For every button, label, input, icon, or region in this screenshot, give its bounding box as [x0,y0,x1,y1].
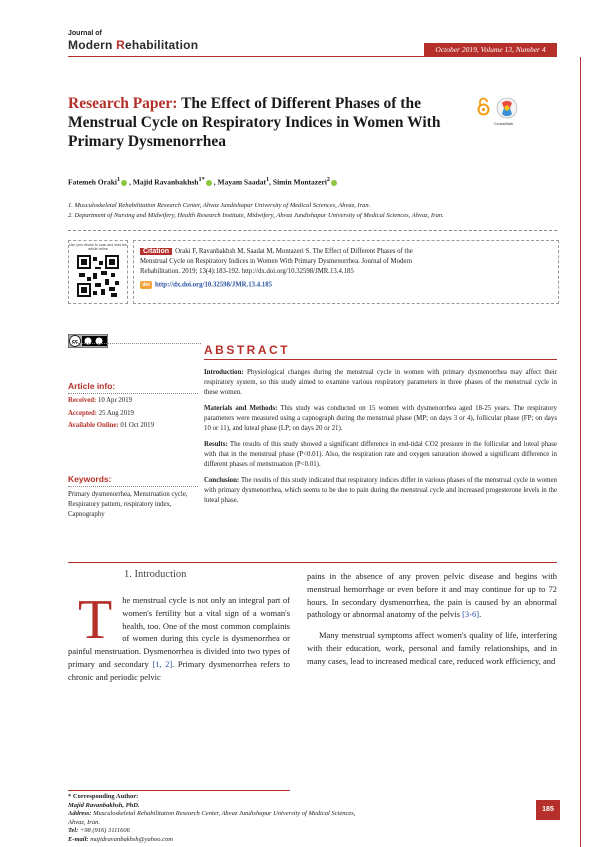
issue-banner: October 2019, Volume 13, Number 4 [424,43,557,56]
drop-cap: T [78,589,113,651]
qr-caption: Use your device to scan and read the article online [69,243,127,251]
citation-box [133,240,559,304]
intro-column-1: T he menstrual cycle is not only an integral part of women's fertility but a vital sign of a woman's health, too. One of the most common complaints of women during this cycle is dysmenorrhea or painful menstruation. Dysmenorrhea is divided into two types of primary and secondary [1, 2]. Primary dysmenorrhea refers to chronic and periodic pelvic [68,589,290,682]
creative-commons-icon[interactable] [68,334,108,348]
footnote-rule [68,790,290,791]
qr-code-icon[interactable] [77,255,119,297]
qr-box [68,240,128,304]
orcid-icon[interactable] [206,180,212,186]
header-rule [68,56,557,57]
abstract-conclusion: Conclusion: The results of this study indicated that respiratory indices differ in various phases of the menstrual cycle in women with primary dysmenorrhea, which seems to be due to pain during the menstrual cycle and increased progesterone levels in the luteal phase. [204,477,557,504]
reference-link[interactable]: [3-6] [462,609,480,620]
section-rule [68,562,557,563]
abstract-introduction: Introduction: Physiological changes during the menstrual cycle in women with primary dysmenorrhea may affect their respiratory system, so this study aimed to examine various respiratory parameters in three phases of the menstrual cycle in these women. [204,369,557,396]
divider [68,393,198,394]
article-title: Research Paper: The Effect of Different Phases of the Menstrual Cycle on Respiratory Indices in Women With Primary Dysmenorrhea [68,95,441,150]
journal-name: Modern Rehabilitation [68,38,199,52]
intro-paragraph: Many menstrual symptoms affect women's quality of life, interfering with their education, work, personal and family relationships, and in many cases, lead to increased medical care, reduced work efficiency, and [307,630,557,666]
author-list: Fatemeh Oraki$^1$ , Majid Ravanbakhsh$^{1*}$ , Mayam Saadat$^1$, Simin Montazeri$^2$ [68,176,339,187]
affiliation-1: 1. Musculoskeletal Rehabilitation Research Center, Ahvaz Jundishapur University of Medical Sciences, Ahvaz, Iran. [68,202,371,209]
corresponding-author: * Corresponding Author: Majid Ravanbakhsh, PhD. Address: Musculoskeletal Rehabilitation Research Center, Ahvaz Jundishapur University of Medical Sciences, Ahvaz, Iran. Tel: +98 (916) 3111606 E-mail: majidravanbakhsh@yahoo.com [68,793,356,843]
abstract-heading: ABSTRACT [204,343,290,357]
received-date: Received: 10 Apr 2019 [68,397,132,404]
intro-paragraph: pains in the absence of any proven pelvic disease and begins with menstrual hemorrhage or even before it and may continue for up to 72 hours. In secondary dysmenorrhea, the pain is caused by an abnormal pathology or abnormal anatomy of the pelvis [3-6]. [307,571,557,620]
keywords-list: Primary dysmenorrhea, Menstruation cycle, Respiratory pattern, respiratory index, Capnography [68,491,188,518]
abstract-methods: Materials and Methods: This study was conducted on 15 women with dysmenorrhea aged 18-25 years. The respiratory parameters were measured using a capnograph during the menstrual phase (MP; on days 3 or 4), follicular phase (FP; on days 10 or 11), and luteal phase (LP; on days 20 or 21). [204,405,557,432]
abstract-body [204,368,557,512]
abstract-results: Results: The results of this study showed a significant difference in end-tidal CO2 pressure in the follicular and luteal phase with that in the menstrual phase (P<0.01). Also, the respiration rate and oxygen saturation showed a significant difference in different phases of menstruation (P<0.01). [204,441,557,468]
crossmark-label: CrossMark [494,121,514,126]
article-info-heading: Article info: [68,381,116,391]
divider [68,230,557,231]
citation-tag: Citation [140,248,172,255]
keywords-heading: Keywords: [68,474,112,484]
margin-rule [580,57,581,847]
svg-text:cc: cc [72,339,78,345]
orcid-icon[interactable] [121,180,127,186]
intro-column-2 [307,570,557,676]
doi-link[interactable]: doi http://dx.doi.org/10.32598/JMR.13.4.185 [140,281,272,289]
online-date: Available Online: 01 Oct 2019 [68,422,154,429]
doi-icon: doi [140,281,152,289]
reference-link[interactable]: [1, 2] [152,658,173,669]
introduction-heading: 1. Introduction [124,569,187,580]
citation-text: Citation Oraki F, Ravanbakhsh M, Saadat M, Montazeri S. The Effect of Different Phases of the Menstrual Cycle on Respiratory Indices in Women With Primary Dysmenorrhea. Journal of Modern Rehabilitation. 2019; 13(4):183-192. http://dx.doi.org/10.32598/JMR.13.4.185 [140,248,413,275]
crossmark-icon[interactable] [496,97,518,121]
affiliation-2: 2. Department of Nursing and Midwifery, Health Research Institute, Midwifery, Ahvaz Jundishapur University of Medical Sciences, Ahvaz, Iran. [68,212,444,219]
divider [68,486,198,487]
accepted-date: Accepted: 25 Aug 2019 [68,410,134,417]
divider [68,343,201,345]
orcid-icon[interactable] [331,180,337,186]
page-number: 185 [536,800,560,820]
journal-label: Journal of [68,30,102,37]
open-access-icon [476,97,491,116]
abstract-rule [204,359,557,360]
